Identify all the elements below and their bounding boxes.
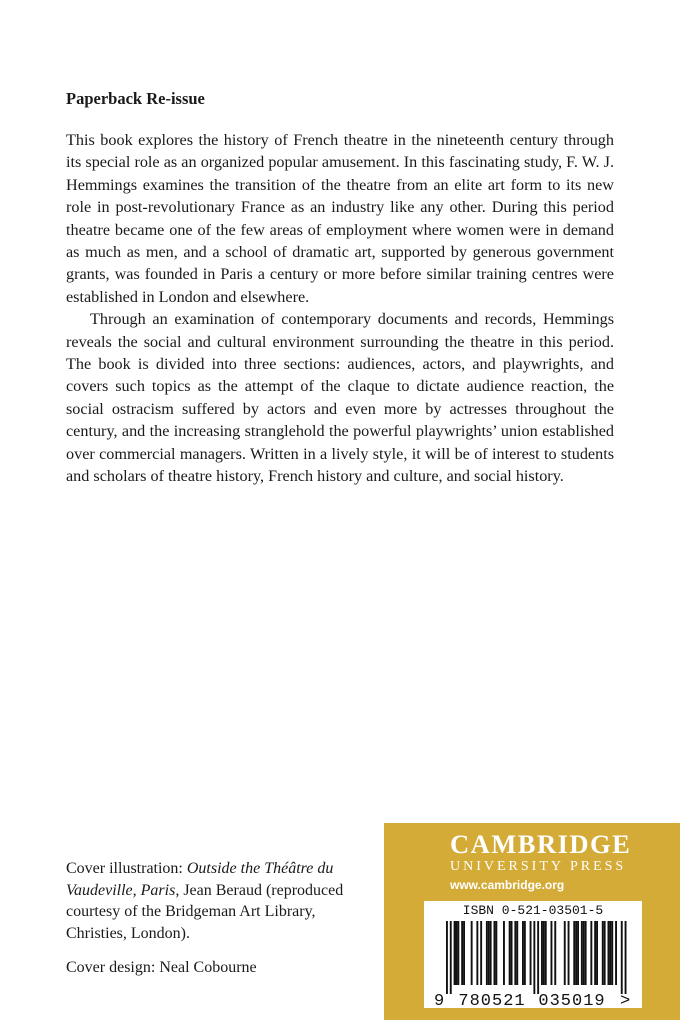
barcode-bar-43 bbox=[608, 921, 610, 985]
barcode-bar-25 bbox=[541, 921, 543, 985]
barcode-bar-26 bbox=[543, 921, 545, 985]
barcode-bar-23 bbox=[533, 921, 535, 994]
barcode-bar-2 bbox=[454, 921, 456, 985]
barcode-bar-7 bbox=[471, 921, 473, 985]
barcode-bar-11 bbox=[488, 921, 490, 985]
barcode-bar-22 bbox=[530, 921, 532, 985]
illustration-credit bbox=[66, 858, 366, 944]
barcode-bar-8 bbox=[476, 921, 478, 985]
barcode-bar-42 bbox=[604, 921, 606, 985]
barcode-bar-14 bbox=[495, 921, 497, 985]
barcode-bar-17 bbox=[511, 921, 513, 985]
barcode-bar-35 bbox=[581, 921, 583, 985]
barcode-bar-34 bbox=[577, 921, 579, 985]
isbn-label: ISBN 0-521-03501-5 bbox=[462, 903, 604, 918]
barcode-bar-13 bbox=[494, 921, 496, 985]
barcode-bar-18 bbox=[514, 921, 516, 985]
section-heading: Paperback Re-issue bbox=[66, 89, 205, 108]
blurb-paragraph-2: Through an examination of contemporary documents and records, Hemmings reveals the social and cultural environment surrounding the theatre in this period. The book is divided into three sections: audiences, actors, and playwrights, and covers such topics as the attempt of the claque to dictate audience reaction, the social ostracism suffered by actors and even more by actresses throughout the century, and the increasing stranglehold the powerful playwrights’ union established over commercial managers. Written in a lively style, it will be of interest to students and scholars of theatre history, French history and culture, and social history. bbox=[66, 310, 614, 486]
barcode-bar-24 bbox=[537, 921, 539, 994]
barcode-bar-4 bbox=[457, 921, 459, 985]
illustration-prefix: Cover illustration: bbox=[66, 860, 187, 877]
barcode-bar-6 bbox=[463, 921, 465, 985]
barcode-bars bbox=[446, 921, 627, 994]
barcode-bar-38 bbox=[590, 921, 592, 985]
barcode bbox=[424, 901, 642, 1008]
barcode-bar-3 bbox=[456, 921, 458, 985]
barcode-bar-36 bbox=[583, 921, 585, 985]
barcode-bar-41 bbox=[602, 921, 604, 985]
barcode-bar-21 bbox=[524, 921, 526, 985]
publisher-name: CAMBRIDGE bbox=[450, 829, 632, 859]
barcode-bar-40 bbox=[596, 921, 598, 985]
barcode-bar-33 bbox=[575, 921, 577, 985]
barcode-graphic bbox=[424, 901, 642, 1008]
barcode-bar-19 bbox=[516, 921, 518, 985]
barcode-bar-30 bbox=[564, 921, 566, 985]
cover-credits bbox=[66, 858, 366, 979]
barcode-bar-16 bbox=[509, 921, 511, 985]
barcode-digits-right: 035019 bbox=[538, 992, 606, 1008]
design-credit: Cover design: Neal Cobourne bbox=[66, 959, 257, 976]
blurb bbox=[66, 129, 614, 488]
blurb-paragraph-1: This book explores the history of French theatre in the nineteenth century through its special role as an organized popular amusement. In this fascinating study, F. W. J. Hemmings examines the transition of the theatre from an elite art form to its new role in post-revolutionary France as an industry like any other. During this period theatre became one of the few areas of employment where women were in demand as much as men, and a school of dramatic art, supported by generous government grants, was founded in Paris a century or more before similar training centres were established in London and elsewhere. bbox=[66, 131, 614, 306]
barcode-bar-48 bbox=[625, 921, 627, 994]
barcode-quiet-zone-mark: > bbox=[620, 992, 631, 1008]
barcode-bar-5 bbox=[461, 921, 463, 985]
illustration-source: Jean Beraud (reproduced courtesy of the Bridgeman Art Library, Christies, London). bbox=[66, 881, 344, 942]
barcode-bar-12 bbox=[490, 921, 492, 985]
barcode-bar-47 bbox=[621, 921, 623, 994]
barcode-digits-left: 780521 bbox=[458, 992, 526, 1008]
barcode-bar-15 bbox=[503, 921, 505, 985]
barcode-bar-20 bbox=[522, 921, 524, 985]
barcode-bar-1 bbox=[450, 921, 452, 994]
barcode-bar-10 bbox=[486, 921, 488, 985]
barcode-bar-39 bbox=[594, 921, 596, 985]
barcode-bar-9 bbox=[480, 921, 482, 985]
barcode-bar-27 bbox=[545, 921, 547, 985]
publisher-panel bbox=[384, 823, 680, 1020]
barcode-digit-lead: 9 bbox=[434, 992, 445, 1008]
publisher-subtitle: UNIVERSITY PRESS bbox=[450, 859, 627, 874]
barcode-bar-28 bbox=[551, 921, 553, 985]
barcode-bar-32 bbox=[573, 921, 575, 985]
barcode-bar-44 bbox=[609, 921, 611, 985]
barcode-bar-0 bbox=[446, 921, 448, 994]
barcode-bar-31 bbox=[568, 921, 570, 985]
publisher-url: www.cambridge.org bbox=[450, 878, 565, 892]
barcode-bar-45 bbox=[611, 921, 613, 985]
barcode-bar-29 bbox=[554, 921, 556, 985]
barcode-bar-37 bbox=[585, 921, 587, 985]
barcode-bar-46 bbox=[615, 921, 617, 985]
illustration-title: Outside the Théâtre du Vaudeville, Paris, bbox=[66, 860, 334, 899]
